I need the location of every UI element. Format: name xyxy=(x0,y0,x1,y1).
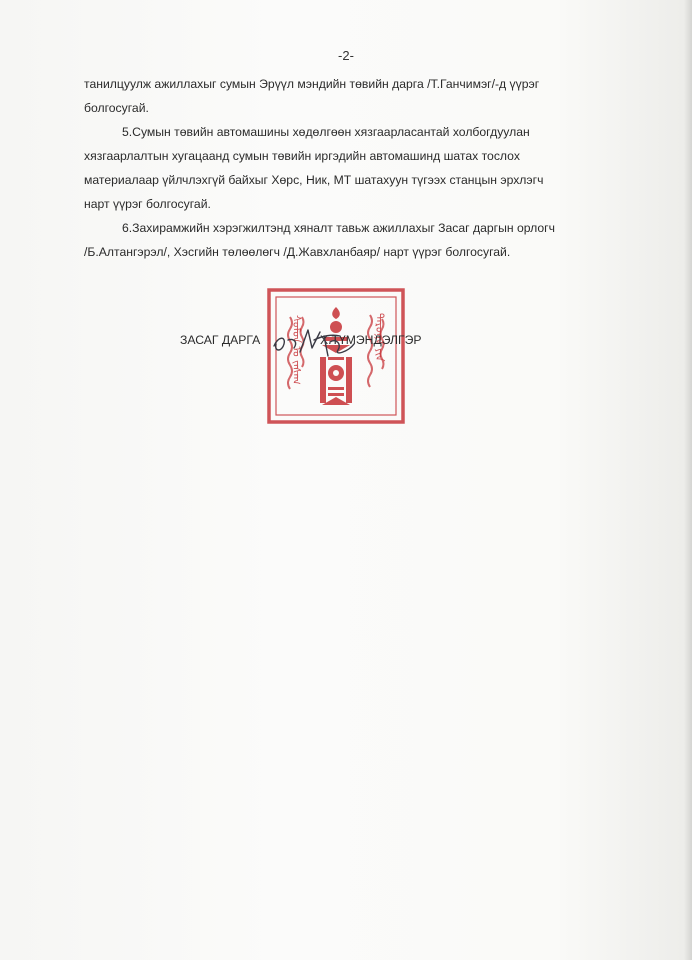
page-number: -2- xyxy=(338,48,354,63)
document-body xyxy=(84,72,584,264)
paragraph-line: нарт үүрэг болгосугай. xyxy=(84,197,211,211)
seal-left-script: ᠰᠤᠮᠤᠨ ᠤ ᠵᠠᠰᠠᠭ xyxy=(290,315,303,385)
paragraph-line: /Б.Алтангэрэл/, Хэсгийн төлөөлөгч /Д.Жавхланбаяр/ нарт үүрэг болгосугай. xyxy=(84,245,511,259)
paragraph-line: 6.Захирамжийн хэрэгжилтэнд хяналт тавьж ажиллахыг Засаг даргын орлогч xyxy=(122,221,555,235)
paragraph-line: болгосугай. xyxy=(84,101,149,115)
seal-right-script: ᠳᠠᠷᠤᠭᠠ ᠶᠢᠨ xyxy=(373,313,386,362)
handwritten-signature xyxy=(268,322,358,362)
signatory-name: Х.ТҮМЭНДЭЛГЭР xyxy=(320,333,422,347)
paragraph-line: танилцуулж ажиллахыг сумын Эрүүл мэндийн төвийн дарга /Т.Ганчимэг/-д үүрэг xyxy=(84,77,540,91)
paragraph-line: 5.Сумын төвийн автомашины хөдөлгөөн хязгаарласантай холбогдуулан xyxy=(122,125,530,139)
paragraph-line: хязгаарлалтын хугацаанд сумын төвийн иргэдийн автомашинд шатах тослох xyxy=(84,149,520,163)
page-edge-shadow xyxy=(684,0,692,960)
signatory-title: ЗАСАГ ДАРГА xyxy=(180,333,261,347)
paragraph-line: материалаар үйлчлэхгүй байхыг Хөрс, Ник, МТ шатахуун түгээх станцын эрхлэгч xyxy=(84,173,544,187)
